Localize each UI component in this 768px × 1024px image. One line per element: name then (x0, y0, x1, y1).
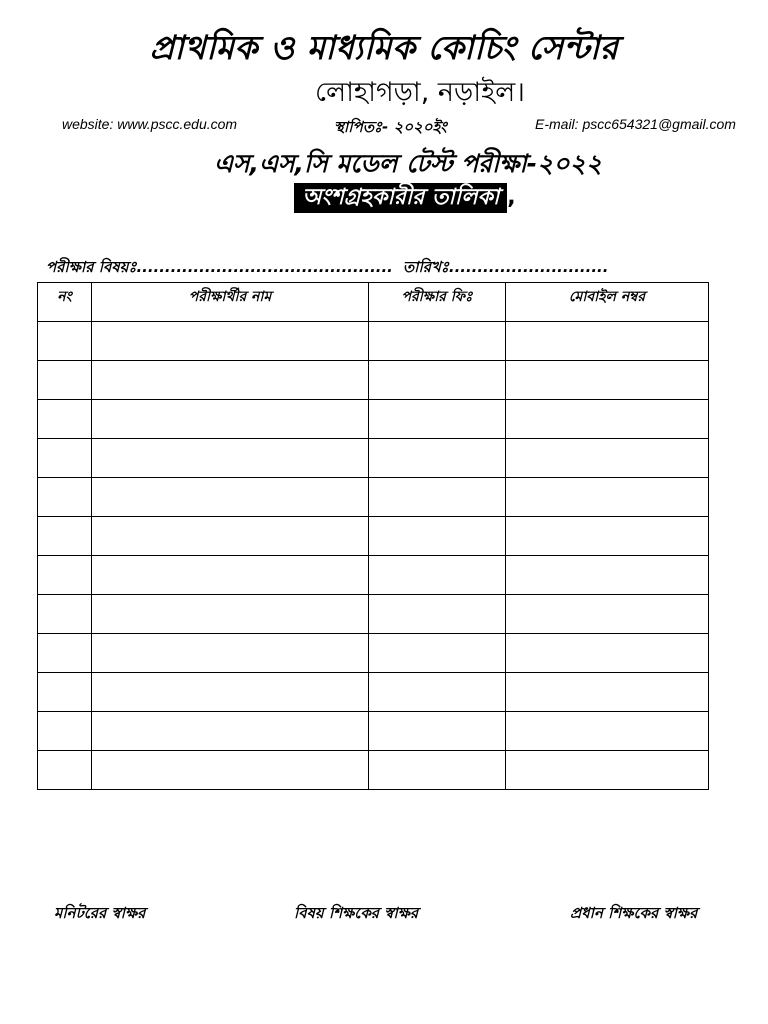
cell-name (92, 556, 369, 595)
table-row (38, 361, 709, 400)
cell-mobile (506, 322, 709, 361)
table-body (38, 322, 709, 790)
cell-name (92, 478, 369, 517)
cell-fee (369, 751, 506, 790)
cell-fee (369, 439, 506, 478)
table-row (38, 712, 709, 751)
cell-serial (38, 673, 92, 712)
cell-name (92, 322, 369, 361)
cell-mobile (506, 439, 709, 478)
subject-teacher-signature-label: বিষয় শিক্ষকের স্বাক্ষর (294, 904, 419, 922)
cell-fee (369, 361, 506, 400)
exam-title: এস,এস,সি মডেল টেস্ট পরীক্ষা-২০২২ (213, 149, 603, 178)
table-row (38, 400, 709, 439)
subject-label: পরীক্ষার বিষয়ঃ............................................. (46, 258, 393, 276)
cell-mobile (506, 712, 709, 751)
cell-fee (369, 556, 506, 595)
cell-name (92, 712, 369, 751)
cell-mobile (506, 595, 709, 634)
table-row (38, 478, 709, 517)
table-row (38, 595, 709, 634)
cell-serial (38, 556, 92, 595)
cell-fee (369, 478, 506, 517)
cell-mobile (506, 634, 709, 673)
cell-fee (369, 712, 506, 751)
table-row (38, 751, 709, 790)
established-text: স্থাপিতঃ- ২০২০ইং (334, 118, 447, 136)
cell-name (92, 751, 369, 790)
center-title: প্রাথমিক ও মাধ্যমিক কোচিং সেন্টার (149, 28, 619, 67)
cell-serial (38, 595, 92, 634)
cell-fee (369, 595, 506, 634)
date-label: তারিখঃ............................ (402, 258, 609, 276)
table-row (38, 517, 709, 556)
subject-date-line (46, 256, 608, 281)
table-row (38, 322, 709, 361)
cell-serial (38, 712, 92, 751)
head-teacher-signature-label: প্রধান শিক্ষকের স্বাক্ষর (570, 904, 698, 922)
cell-name (92, 595, 369, 634)
cell-name (92, 361, 369, 400)
participant-list-label: অংশগ্রহকারীর তালিকা (294, 183, 507, 213)
participant-table (37, 282, 709, 790)
table-row (38, 634, 709, 673)
monitor-signature-label: মনিটরের স্বাক্ষর (54, 904, 146, 922)
cell-mobile (506, 517, 709, 556)
cell-serial (38, 517, 92, 556)
website-text: website: www.pscc.edu.com (62, 116, 238, 132)
cell-mobile (506, 751, 709, 790)
list-label-comma: , (507, 185, 516, 210)
cell-mobile (506, 478, 709, 517)
table-row (38, 556, 709, 595)
cell-mobile (506, 673, 709, 712)
cell-name (92, 634, 369, 673)
col-header-mobile: মোবাইল নম্বর (506, 283, 709, 322)
cell-fee (369, 400, 506, 439)
table-row (38, 673, 709, 712)
col-header-name: পরীক্ষার্থীর নাম (92, 283, 369, 322)
table-row (38, 439, 709, 478)
cell-serial (38, 400, 92, 439)
cell-mobile (506, 556, 709, 595)
col-header-serial: নং (38, 283, 92, 322)
cell-serial (38, 634, 92, 673)
cell-name (92, 517, 369, 556)
cell-serial (38, 751, 92, 790)
cell-name (92, 673, 369, 712)
cell-fee (369, 673, 506, 712)
center-location: লোহাগড়া, নড়াইল। (315, 77, 525, 108)
cell-mobile (506, 361, 709, 400)
col-header-fee: পরীক্ষার ফিঃ (369, 283, 506, 322)
cell-serial (38, 439, 92, 478)
cell-name (92, 400, 369, 439)
cell-mobile (506, 400, 709, 439)
cell-fee (369, 322, 506, 361)
cell-fee (369, 517, 506, 556)
email-text: E-mail: pscc654321@gmail.com (535, 116, 736, 132)
cell-serial (38, 361, 92, 400)
cell-serial (38, 478, 92, 517)
cell-serial (38, 322, 92, 361)
cell-name (92, 439, 369, 478)
cell-fee (369, 634, 506, 673)
list-label-wrap (0, 183, 768, 213)
table-header-row (38, 283, 709, 322)
